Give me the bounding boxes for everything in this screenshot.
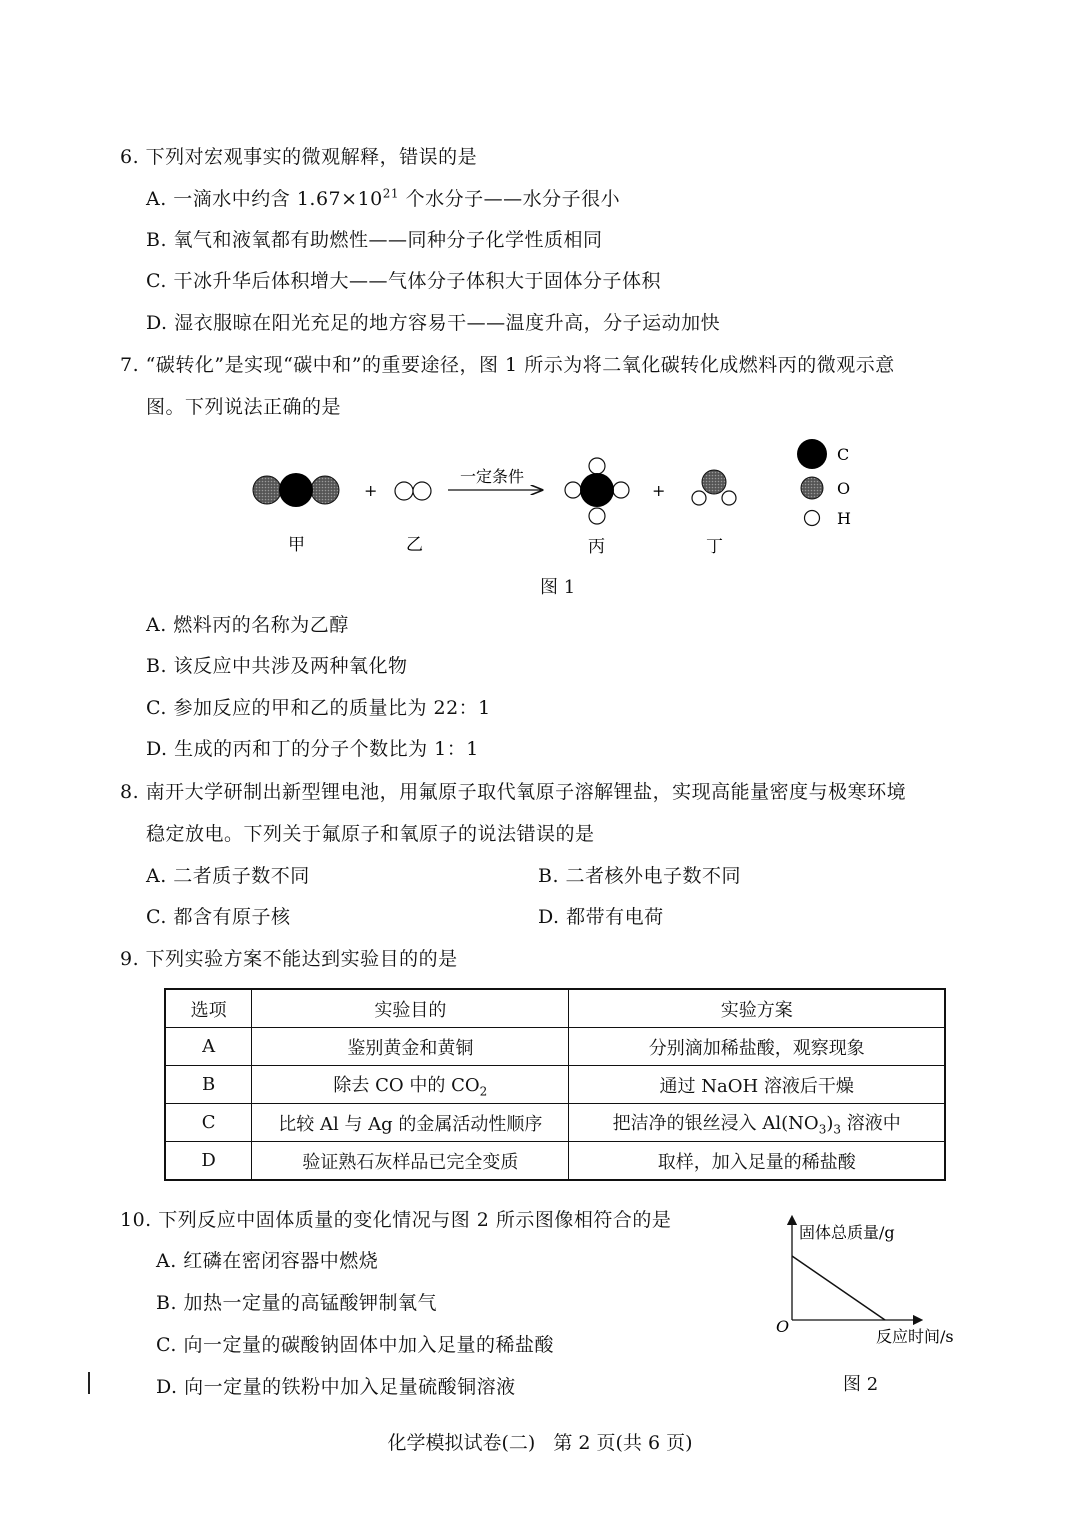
row-goal: 除去 CO 中的 $CO_2$ [252, 1066, 569, 1104]
row-plan: 通过 NaOH 溶液后干燥 [569, 1066, 945, 1104]
row-goal: 验证熟石灰样品已完全变质 [252, 1142, 569, 1181]
q10-option-d: D. 向一定量的铁粉中加入足量硫酸铜溶液 [156, 1376, 516, 1398]
figure-2-chart [770, 1212, 970, 1362]
q9-stem: 9. 下列实验方案不能达到实验目的的是 [120, 948, 458, 970]
q10-option-a: A. 红磷在密闭容器中燃烧 [156, 1250, 379, 1272]
header-plan: 实验方案 [569, 989, 945, 1028]
q7-stem-line1: 7. “碳转化”是实现“碳中和”的重要途径，图 1 所示为将二氧化碳转化成燃料丙的微观示意 [120, 354, 895, 376]
label-yi: 乙 [406, 535, 423, 555]
label-bing: 丙 [588, 537, 605, 557]
reaction-condition: 一定条件 [460, 467, 525, 486]
margin-mark [88, 1372, 90, 1394]
header-goal: 实验目的 [252, 989, 569, 1028]
x-axis-label: 反应时间/s [876, 1327, 954, 1346]
row-goal: 比较 Al 与 Ag 的金属活动性顺序 [252, 1104, 569, 1142]
figure-1-reaction-diagram [240, 432, 880, 562]
label-ding: 丁 [706, 537, 723, 557]
atom-legend [797, 439, 851, 528]
plus-sign-1: + [364, 481, 378, 500]
q6-option-c: C. 干冰升华后体积增大——气体分子体积大于固体分子体积 [146, 270, 661, 292]
molecule-ding [692, 470, 736, 505]
table-row [165, 1142, 945, 1181]
legend-o: O [837, 479, 851, 498]
legend-h: H [837, 509, 851, 528]
q8-option-d: D. 都带有电荷 [538, 906, 664, 928]
table-header-row [165, 989, 945, 1028]
q7-option-d: D. 生成的丙和丁的分子个数比为 1：1 [146, 738, 479, 760]
row-option: B [165, 1066, 252, 1104]
molecule-bing [565, 458, 629, 524]
q7-stem-line2: 图。下列说法正确的是 [146, 396, 342, 418]
q7-option-b: B. 该反应中共涉及两种氧化物 [146, 655, 408, 677]
q8-stem-line2: 稳定放电。下列关于氟原子和氧原子的说法错误的是 [146, 823, 595, 845]
row-option: D [165, 1142, 252, 1181]
table-row [165, 1104, 945, 1142]
data-line [792, 1256, 885, 1320]
q7-option-c: C. 参加反应的甲和乙的质量比为 22：1 [146, 697, 491, 719]
q6-option-b: B. 氧气和液氧都有助燃性——同种分子化学性质相同 [146, 229, 603, 251]
y-axis-label: 固体总质量/g [799, 1223, 895, 1242]
molecule-jia [253, 473, 339, 507]
q9-table [164, 988, 946, 1181]
row-plan: 把洁净的银丝浸入 $Al(NO_3)_3$ 溶液中 [569, 1104, 945, 1142]
q8-option-c: C. 都含有原子核 [146, 906, 291, 928]
q10-option-c: C. 向一定量的碳酸钠固体中加入足量的稀盐酸 [156, 1334, 554, 1356]
molecule-yi [395, 482, 431, 500]
header-option: 选项 [165, 989, 252, 1028]
row-plan: 分别滴加稀盐酸，观察现象 [569, 1028, 945, 1066]
figure-2-caption: 图 2 [843, 1374, 879, 1395]
q7-option-a: A. 燃料丙的名称为乙醇 [146, 614, 349, 636]
q10-option-b: B. 加热一定量的高锰酸钾制氧气 [156, 1292, 438, 1314]
table-row [165, 1066, 945, 1104]
plus-sign-2: + [652, 481, 666, 500]
table-row [165, 1028, 945, 1066]
q10-stem: 10. 下列反应中固体质量的变化情况与图 2 所示图像相符合的是 [120, 1209, 672, 1231]
q6-option-d: D. 湿衣服晾在阳光充足的地方容易干——温度升高，分子运动加快 [146, 312, 721, 334]
row-option: A [165, 1028, 252, 1066]
legend-c: C [837, 445, 850, 464]
q8-option-b: B. 二者核外电子数不同 [538, 865, 742, 887]
origin-label: O [776, 1317, 790, 1336]
page-footer: 化学模拟试卷(二) 第 2 页(共 6 页) [387, 1432, 693, 1454]
q6-stem: 6. 下列对宏观事实的微观解释，错误的是 [120, 146, 478, 168]
q6-option-a: A. 一滴水中约含 $1.67\times 10^{21}$ 个水分子——水分子很小 [146, 186, 621, 210]
figure-1-caption: 图 1 [540, 577, 576, 598]
label-jia: 甲 [288, 535, 305, 555]
row-goal: 鉴别黄金和黄铜 [252, 1028, 569, 1066]
q8-stem-line1: 8. 南开大学研制出新型锂电池，用氟原子取代氧原子溶解锂盐，实现高能量密度与极寒环境 [120, 781, 907, 803]
row-plan: 取样，加入足量的稀盐酸 [569, 1142, 945, 1181]
q8-option-a: A. 二者质子数不同 [146, 865, 310, 887]
row-option: C [165, 1104, 252, 1142]
